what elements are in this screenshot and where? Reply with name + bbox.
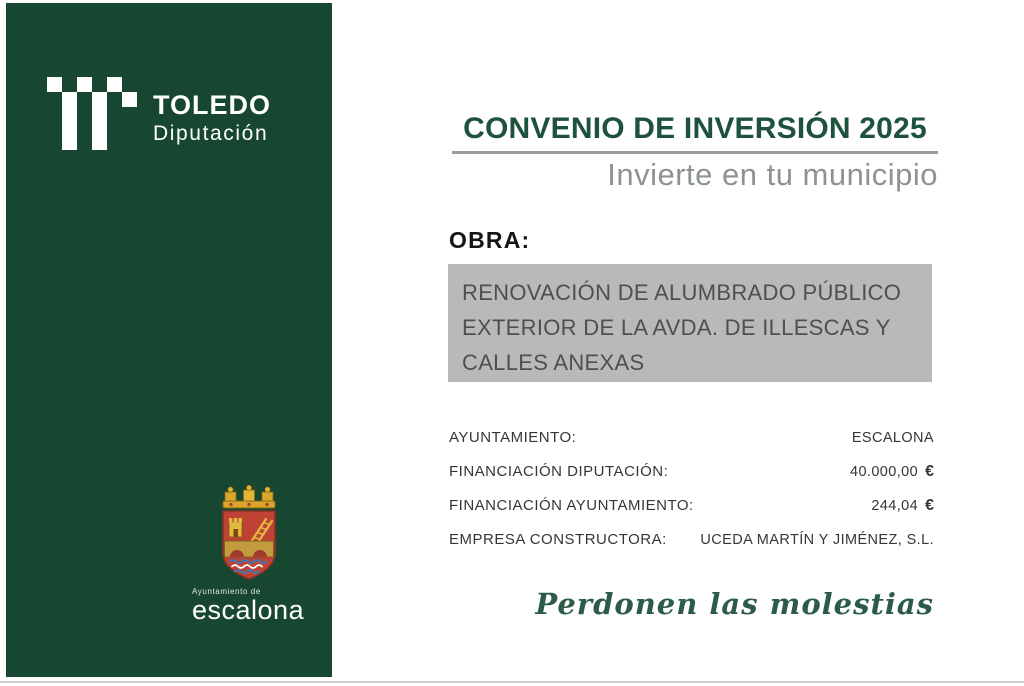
logo-block xyxy=(77,77,92,92)
detail-row-financiacion-diputacion xyxy=(449,463,934,481)
detail-row-ayuntamiento xyxy=(449,429,934,447)
detail-row-financiacion-ayuntamiento xyxy=(449,497,934,515)
details-table xyxy=(449,429,934,565)
crown-icon xyxy=(223,485,275,508)
shield-icon xyxy=(223,511,275,579)
bridge-icon xyxy=(225,541,274,557)
detail-label: AYUNTAMIENTO: xyxy=(449,429,577,446)
logo-block xyxy=(107,77,122,92)
obra-line: RENOVACIÓN DE ALUMBRADO PÚBLICO xyxy=(462,280,902,305)
obra-label: OBRA: xyxy=(449,227,531,253)
obra-description-box xyxy=(448,264,932,382)
currency-symbol: € xyxy=(925,463,934,480)
detail-value: 244,04 xyxy=(871,498,919,514)
detail-label: FINANCIACIÓN DIPUTACIÓN: xyxy=(449,463,669,480)
logo-name: TOLEDO xyxy=(153,90,272,120)
municipality-wordmark xyxy=(192,588,304,624)
municipality-name: escalona xyxy=(192,595,305,625)
page-subtitle: Invierte en tu municipio xyxy=(607,157,938,192)
logo-block xyxy=(62,92,77,150)
logo-text xyxy=(153,91,271,146)
castle-icon xyxy=(229,518,242,537)
bottom-divider xyxy=(0,681,1024,683)
currency-symbol: € xyxy=(925,497,934,514)
obra-line: EXTERIOR DE LA AVDA. DE ILLESCAS Y xyxy=(462,315,891,340)
apology-script-text: Perdonen las molestias xyxy=(535,587,934,621)
detail-value: 40.000,00 xyxy=(849,464,919,480)
toledo-diputacion-logo xyxy=(47,77,297,157)
page-title: CONVENIO DE INVERSIÓN 2025 xyxy=(452,112,938,154)
detail-value: ESCALONA xyxy=(851,430,934,446)
detail-row-empresa-constructora xyxy=(449,531,934,549)
detail-label: EMPRESA CONSTRUCTORA: xyxy=(449,531,667,548)
municipality-prefix: Ayuntamiento de xyxy=(192,587,261,596)
sidebar xyxy=(6,3,332,677)
header xyxy=(452,112,938,193)
toledo-tt-logo-icon xyxy=(47,77,139,153)
escalona-coat-of-arms-icon xyxy=(206,485,292,589)
logo-block xyxy=(92,92,107,150)
obra-line: CALLES ANEXAS xyxy=(462,350,645,375)
logo-block xyxy=(122,92,137,107)
detail-label: FINANCIACIÓN AYUNTAMIENTO: xyxy=(449,497,694,514)
logo-block xyxy=(47,77,62,92)
logo-department: Diputación xyxy=(153,122,269,146)
detail-value: UCEDA MARTÍN Y JIMÉNEZ, S.L. xyxy=(700,532,934,548)
